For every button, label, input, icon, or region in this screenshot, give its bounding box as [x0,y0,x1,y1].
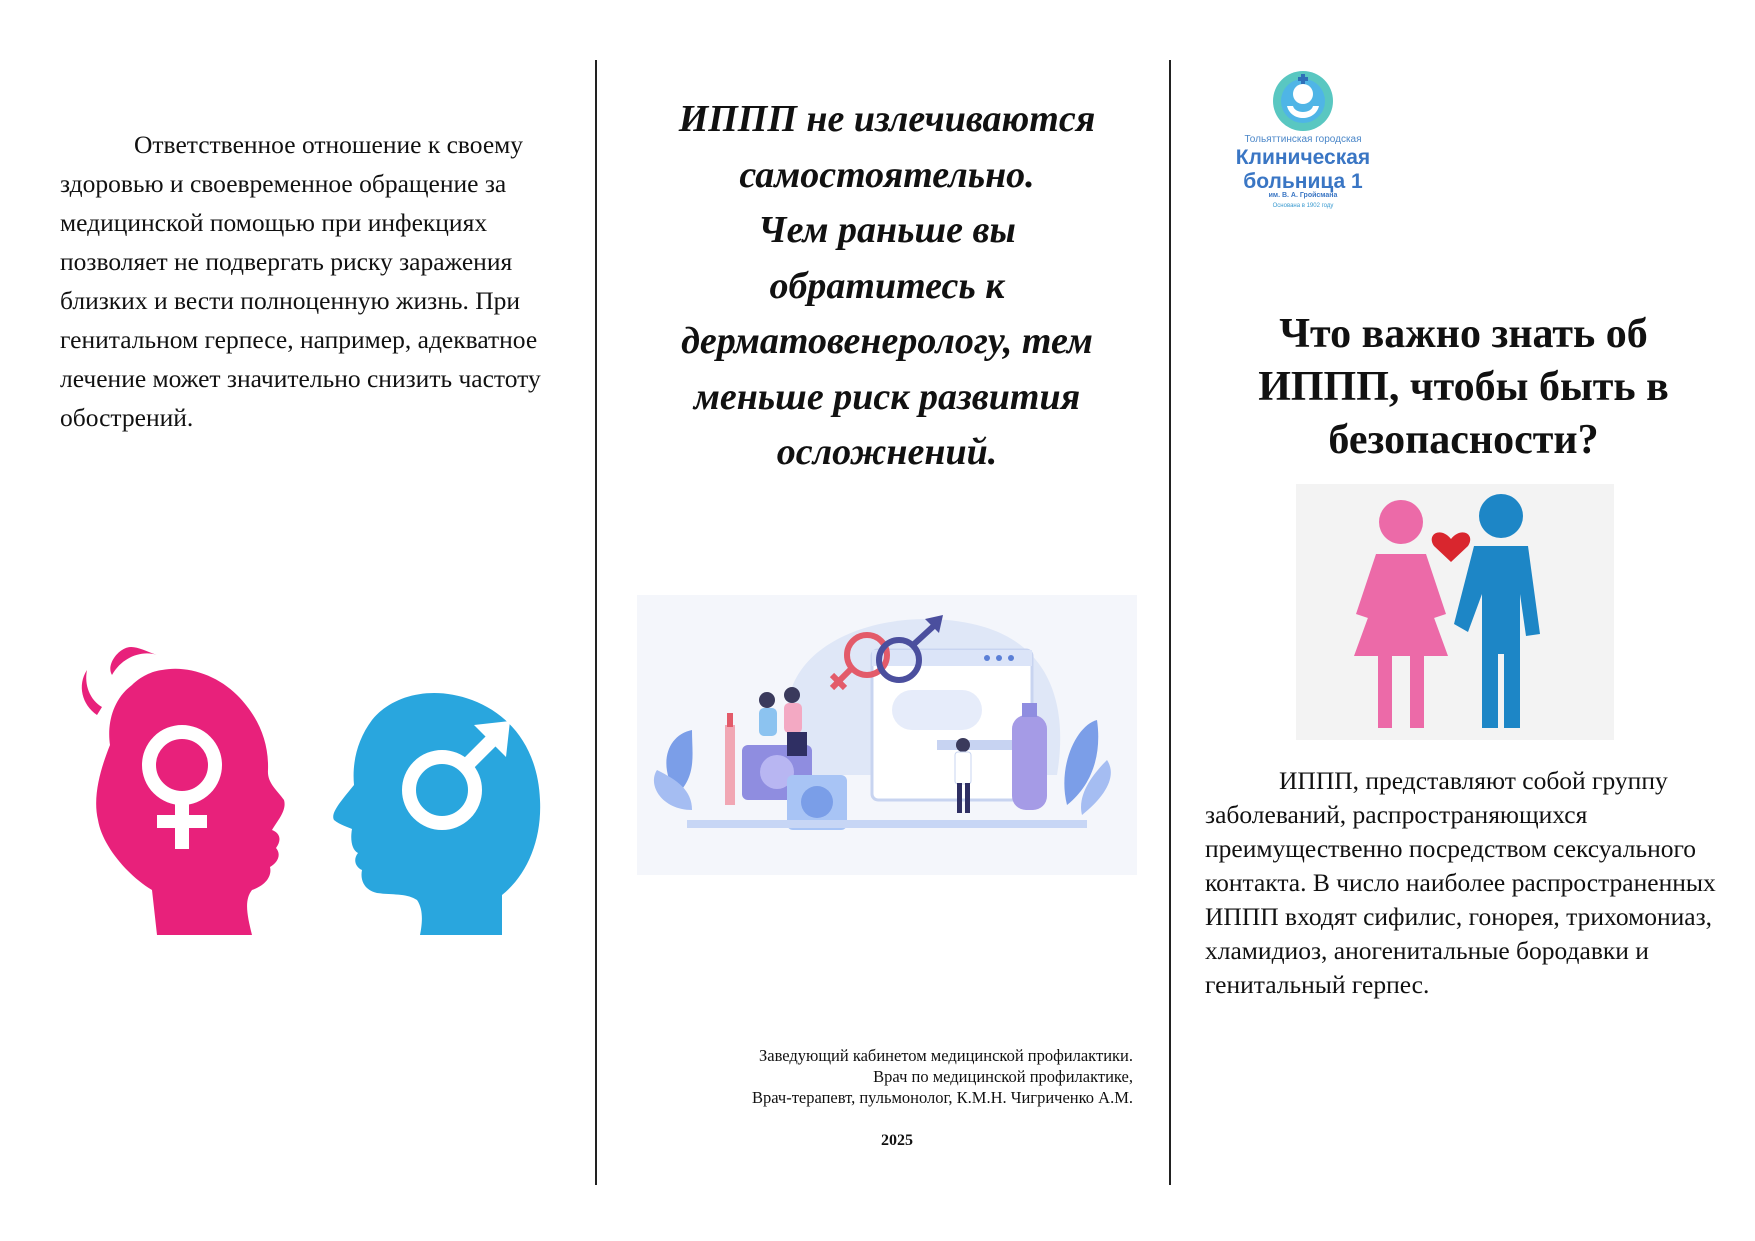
logo-line-clinical: Клиническая [1235,146,1371,169]
right-title-line: ИППП, чтобы быть в [1258,364,1669,410]
middle-panel [597,0,1169,1241]
couple-with-heart-icon [1296,484,1614,740]
left-paragraph: Ответственное отношение к своему здоровью и своевременное обращение за медицинской помощью при инфекциях позволяет не подвергать риску заражения близких и вести полноценную жизнь. При генитальном герпесе, например, адекватное лечение может значительно снизить частоту обострений. [60,130,541,432]
female-male-heads-illustration-icon [72,645,552,935]
middle-title-line: меньше риск развития [693,375,1081,418]
middle-title-line: ИППП не излечиваются [678,98,1096,140]
logo-line-name [1213,146,1393,194]
logo-line-hospital: больница 1 [1243,170,1363,193]
right-panel [1171,0,1755,1241]
right-title-line: безопасности? [1328,417,1599,463]
left-panel [0,0,595,1241]
middle-title-line: дерматовенерологу, тем [681,320,1093,362]
right-title [1191,308,1736,467]
middle-title-line: Чем раньше вы [758,209,1016,251]
middle-title-line: осложнений. [776,431,998,473]
right-paragraph-block [1205,764,1725,1002]
middle-title [617,92,1157,481]
right-title-line: Что важно знать об [1279,311,1648,357]
year-label: 2025 [881,1132,913,1149]
logo-line-founded: Основана в 1902 году [1272,203,1334,209]
logo-line-city: Тольяттинская городская [1244,134,1362,145]
middle-title-line: самостоятельно. [739,153,1035,196]
medical-consultation-illustration-icon [637,595,1137,875]
left-paragraph-block [60,125,560,437]
hospital-logo [1213,68,1393,218]
logo-line-named-after: им. В. А. Гройсмана [1268,192,1338,199]
signature-line: Врач по медицинской профилактике, [873,1067,1133,1086]
middle-title-line: обратитесь к [769,264,1005,307]
signature-block [633,1045,1133,1108]
right-paragraph: ИППП, представляют собой группу заболеваний, распространяющихся преимущественно посредством сексуального контакта. В число наиболее распространенных ИППП входят сифилис, гонорея, трихомониаз, хламидиоз, аногенитальные бородавки и генитальный герпес. [1205,766,1716,999]
signature-line: Врач-терапевт, пульмонолог, К.М.Н. Чигриченко А.М. [752,1088,1133,1107]
hospital-logo-icon [1271,68,1335,134]
signature-line: Заведующий кабинетом медицинской профилактики. [758,1046,1133,1065]
